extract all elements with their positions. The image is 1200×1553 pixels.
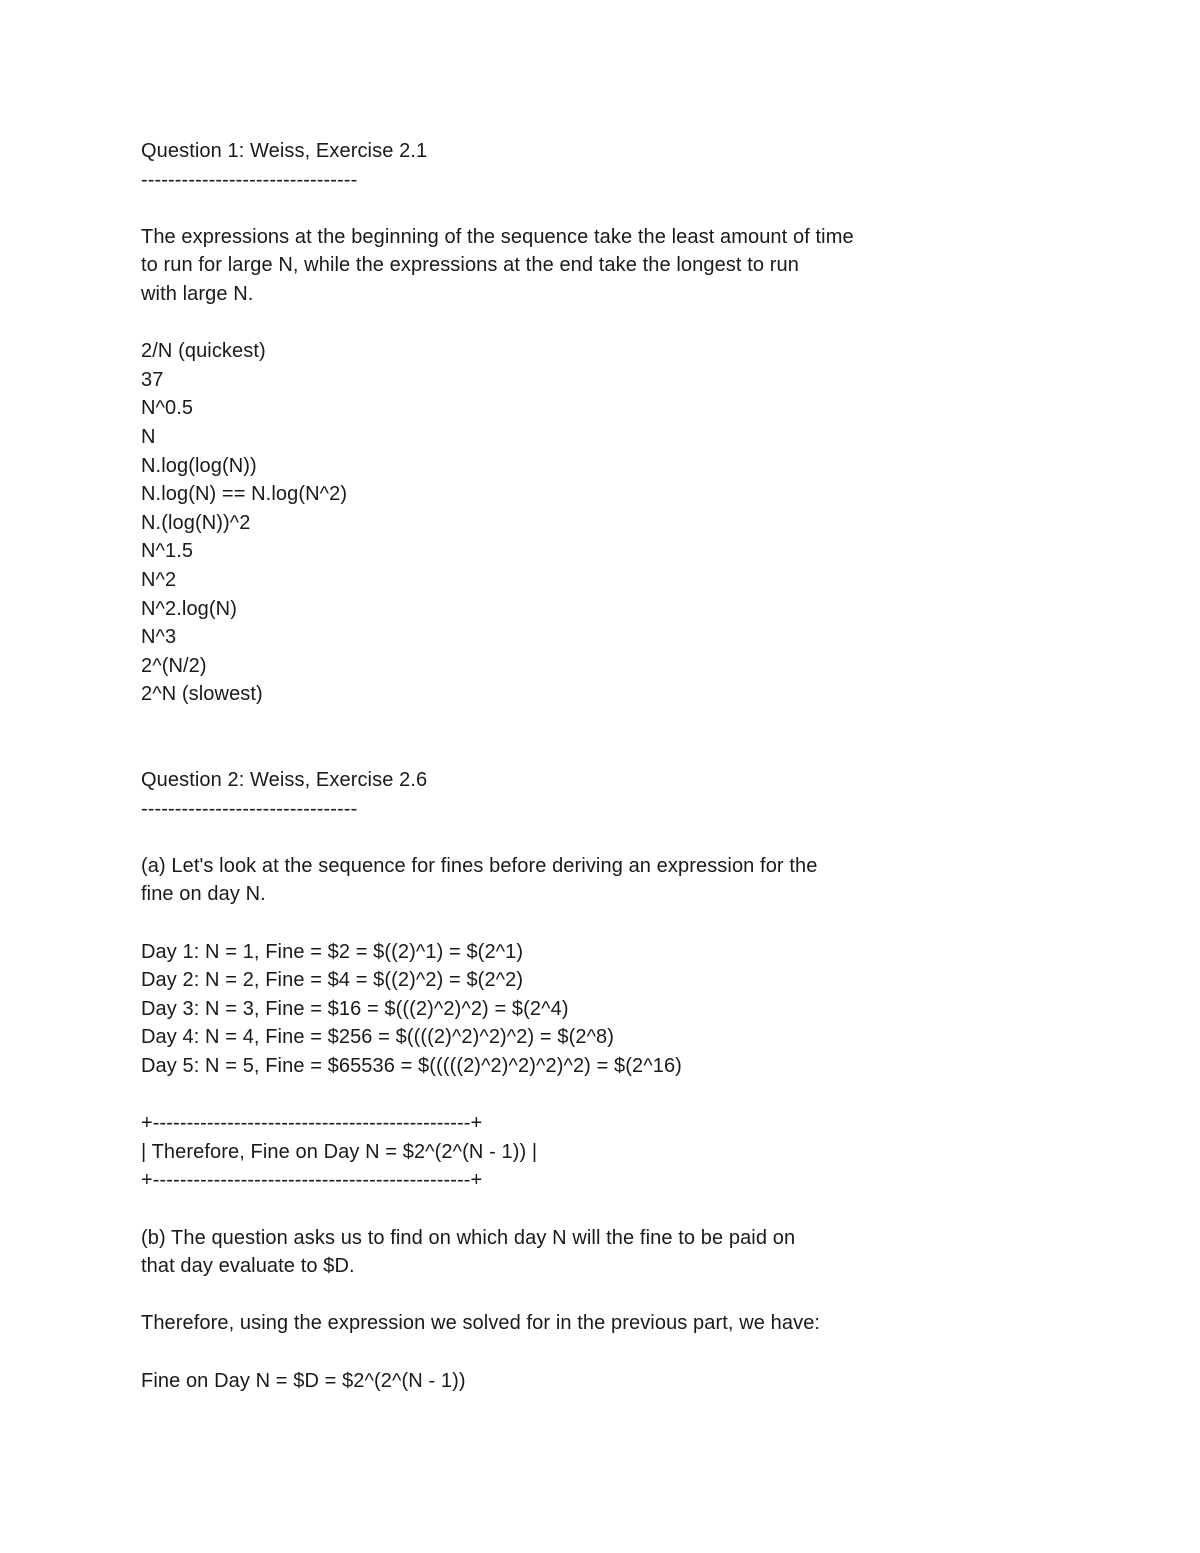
q1-intro-line: with large N. bbox=[141, 282, 254, 305]
q1-ordering-item: 37 bbox=[141, 368, 164, 391]
q2-part-b-line: that day evaluate to $D. bbox=[141, 1255, 355, 1278]
q2-box-middle: | Therefore, Fine on Day N = $2^(2^(N - 1)) | bbox=[141, 1140, 538, 1163]
q2-part-a-line: fine on day N. bbox=[141, 883, 266, 906]
q2-day-line: Day 1: N = 1, Fine = $2 = $((2)^1) = $(2^1) bbox=[141, 940, 524, 963]
q2-day-line: Day 5: N = 5, Fine = $65536 = $(((((2)^2)^2)^2)^2) = $(2^16) bbox=[141, 1055, 682, 1077]
q2-rule: -------------------------------- bbox=[141, 797, 358, 820]
q1-ordering-item: N.(log(N))^2 bbox=[141, 511, 251, 534]
q1-intro-line: to run for large N, while the expressions at the end take the longest to run bbox=[141, 254, 799, 277]
q1-ordering-item: N bbox=[141, 425, 156, 448]
q2-part-b-line: (b) The question asks us to find on which day N will the fine to be paid on bbox=[141, 1226, 796, 1249]
q1-ordering-item: N^2.log(N) bbox=[141, 597, 237, 620]
q1-ordering-item: 2/N (quickest) bbox=[141, 340, 266, 363]
q2-day-line: Day 4: N = 4, Fine = $256 = $((((2)^2)^2)^2) = $(2^8) bbox=[141, 1026, 615, 1049]
q2-box-top: +-----------------------------------------------+ bbox=[141, 1112, 483, 1135]
q2-heading: Question 2: Weiss, Exercise 2.6 bbox=[141, 769, 428, 792]
q1-intro-line: The expressions at the beginning of the sequence take the least amount of time bbox=[141, 225, 854, 248]
document-page bbox=[141, 137, 1141, 1395]
q1-rule: -------------------------------- bbox=[141, 168, 358, 191]
q1-ordering-item: 2^N (slowest) bbox=[141, 683, 263, 706]
q2-day-line: Day 2: N = 2, Fine = $4 = $((2)^2) = $(2^2) bbox=[141, 969, 524, 992]
q2-therefore: Therefore, using the expression we solved for in the previous part, we have: bbox=[141, 1312, 821, 1335]
q2-equation: Fine on Day N = $D = $2^(2^(N - 1)) bbox=[141, 1369, 466, 1392]
q1-ordering-item: N^0.5 bbox=[141, 397, 194, 420]
q2-day-line: Day 3: N = 3, Fine = $16 = $(((2)^2)^2) = $(2^4) bbox=[141, 997, 569, 1020]
q1-ordering-item: N.log(log(N)) bbox=[141, 454, 257, 477]
q1-ordering-item: N^2 bbox=[141, 568, 177, 591]
q1-ordering-item: 2^(N/2) bbox=[141, 654, 207, 677]
q1-ordering-item: N.log(N) == N.log(N^2) bbox=[141, 483, 348, 506]
q1-heading: Question 1: Weiss, Exercise 2.1 bbox=[141, 140, 428, 162]
q2-box-bottom: +-----------------------------------------------+ bbox=[141, 1169, 483, 1192]
q1-ordering-item: N^1.5 bbox=[141, 540, 194, 563]
q1-ordering-item: N^3 bbox=[141, 626, 177, 649]
q2-part-a-line: (a) Let's look at the sequence for fines before deriving an expression for the bbox=[141, 854, 818, 877]
